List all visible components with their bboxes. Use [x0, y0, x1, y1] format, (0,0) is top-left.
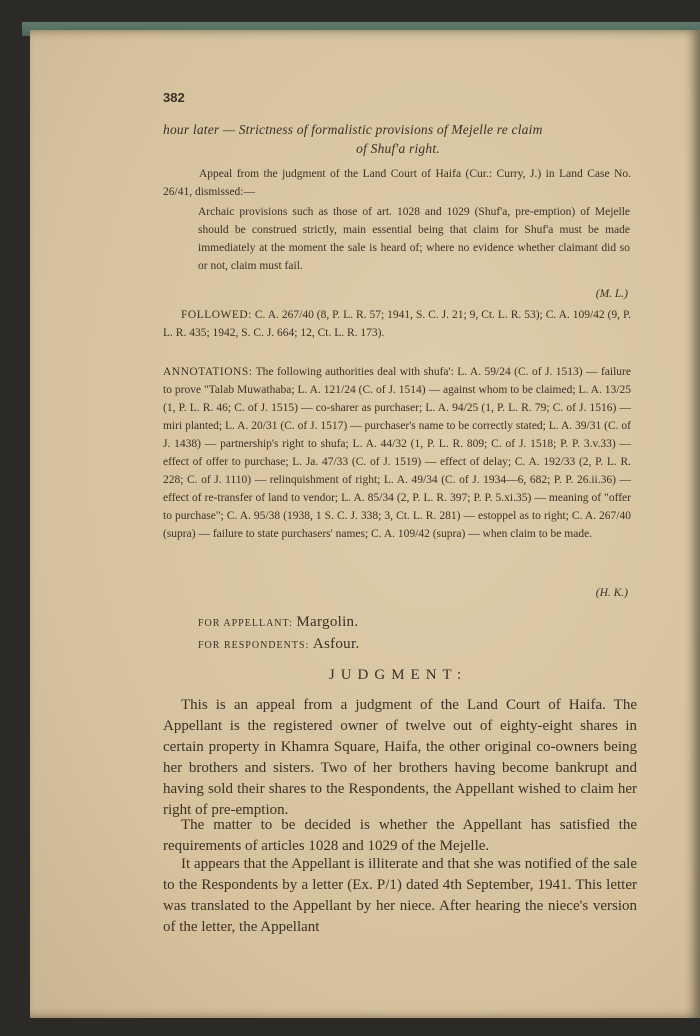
summary-initials: (M. L.)	[595, 288, 628, 300]
annotations-section	[163, 363, 631, 543]
book-page	[30, 30, 700, 1018]
respondents-name: Asfour.	[312, 636, 360, 652]
headnote-line-1: hour later — Strictness of formalistic provisions of Mejelle re claim	[163, 122, 543, 137]
annotations-label: ANNOTATIONS:	[163, 366, 253, 378]
judgment-heading: JUDGMENT:	[328, 667, 468, 683]
headnote-line-2: of Shuf'a right.	[356, 141, 440, 156]
appellant-name: Margolin.	[296, 614, 359, 630]
followed-section	[163, 306, 631, 342]
judgment-paragraph-3: It appears that the Appellant is illiterate and that she was notified of the sale to the Respondents by a letter (Ex. P/1) dated 4th September, 1941. This letter was translated to the Appellant by her niece. After hearing the niece's version of the letter, the Appellant	[163, 856, 637, 935]
followed-text: C. A. 267/40 (8, P. L. R. 57; 1941, S. C. J. 21; 9, Ct. L. R. 53); C. A. 109/42 (9, P. L. R. 435; 1942, S. C. J. 664; 12, Ct. L. R. 173).	[163, 309, 631, 339]
appeal-statement: Appeal from the judgment of the Land Court of Haifa (Cur.: Curry, J.) in Land Case No. 26/41, dismissed:—	[163, 168, 631, 198]
respondents-label: FOR RESPONDENTS:	[198, 640, 310, 651]
headnote-title	[163, 120, 633, 158]
appellant-counsel	[198, 614, 358, 631]
annotations-initials: (H. K.)	[595, 587, 628, 599]
judgment-paragraph-2: The matter to be decided is whether the Appellant has satisfied the requirements of articles 1028 and 1029 of the Mejelle.	[163, 817, 637, 854]
annotations-text: The following authorities deal with shufa': L. A. 59/24 (C. of J. 1513) — failure to prove "Talab Muwathaba; L. A. 121/24 (C. of J. 1514) — against whom to be claimed; L. A. 13/25 (1, P. L. R. 46; C. of J. 1515) — co-sharer as purchaser; L. A. 94/25 (1, P. L. R. 79; C. of J. 1516) — miri planted; L. A. 20/31 (C. of J. 1517) — purchaser's name to be correctly stated; L. A. 39/31 (C. of J. 1438) — partnership's right to shufa; L. A. 44/32 (1, P. L. R. 809; C. of J. 1518; P. P. 3.v.33) — effect of offer to purchase; L. Ja. 47/33 (C. of J. 1519) — effect of delay; C. A. 192/33 (2, P. L. R. 228; C. of J. 1110) — relinquishment of right; L. A. 49/34 (C. of J. 1934—6, 682; P. P. 26.ii.36) — effect of re-transfer of land to vendor; L. A. 85/34 (2, P. L. R. 397; P. P. 5.xi.35) — meaning of "offer to purchase"; C. A. 95/38 (1938, 1 S. C. J. 338; 3, Ct. L. R. 281) — estoppel as to right; C. A. 267/40 (supra) — failure to state purchasers' names; C. A. 109/42 (supra) — when claim to be made.	[163, 366, 631, 540]
case-summary: Archaic provisions such as those of art. 1028 and 1029 (Shuf'a, pre-emption) of Mejelle should be construed strictly, main essential being that claim for Shuf'a must be made immediately at the moment the sale is heard of; where no evidence whether claimant did so or not, claim must fail.	[198, 206, 630, 272]
judgment-paragraph-1: This is an appeal from a judgment of the Land Court of Haifa. The Appellant is the registered owner of twelve out of eighty-eight shares in certain property in Khamra Square, Haifa, the other original co-owners being her brothers and sisters. Two of her brothers having become bankrupt and having sold their shares to the Respondents, the Appellant wished to claim her right of pre-emption.	[163, 697, 637, 818]
followed-label: FOLLOWED:	[181, 309, 252, 321]
page-number: 382	[163, 90, 185, 105]
appellant-label: FOR APPELLANT:	[198, 618, 293, 629]
respondents-counsel	[198, 636, 360, 653]
